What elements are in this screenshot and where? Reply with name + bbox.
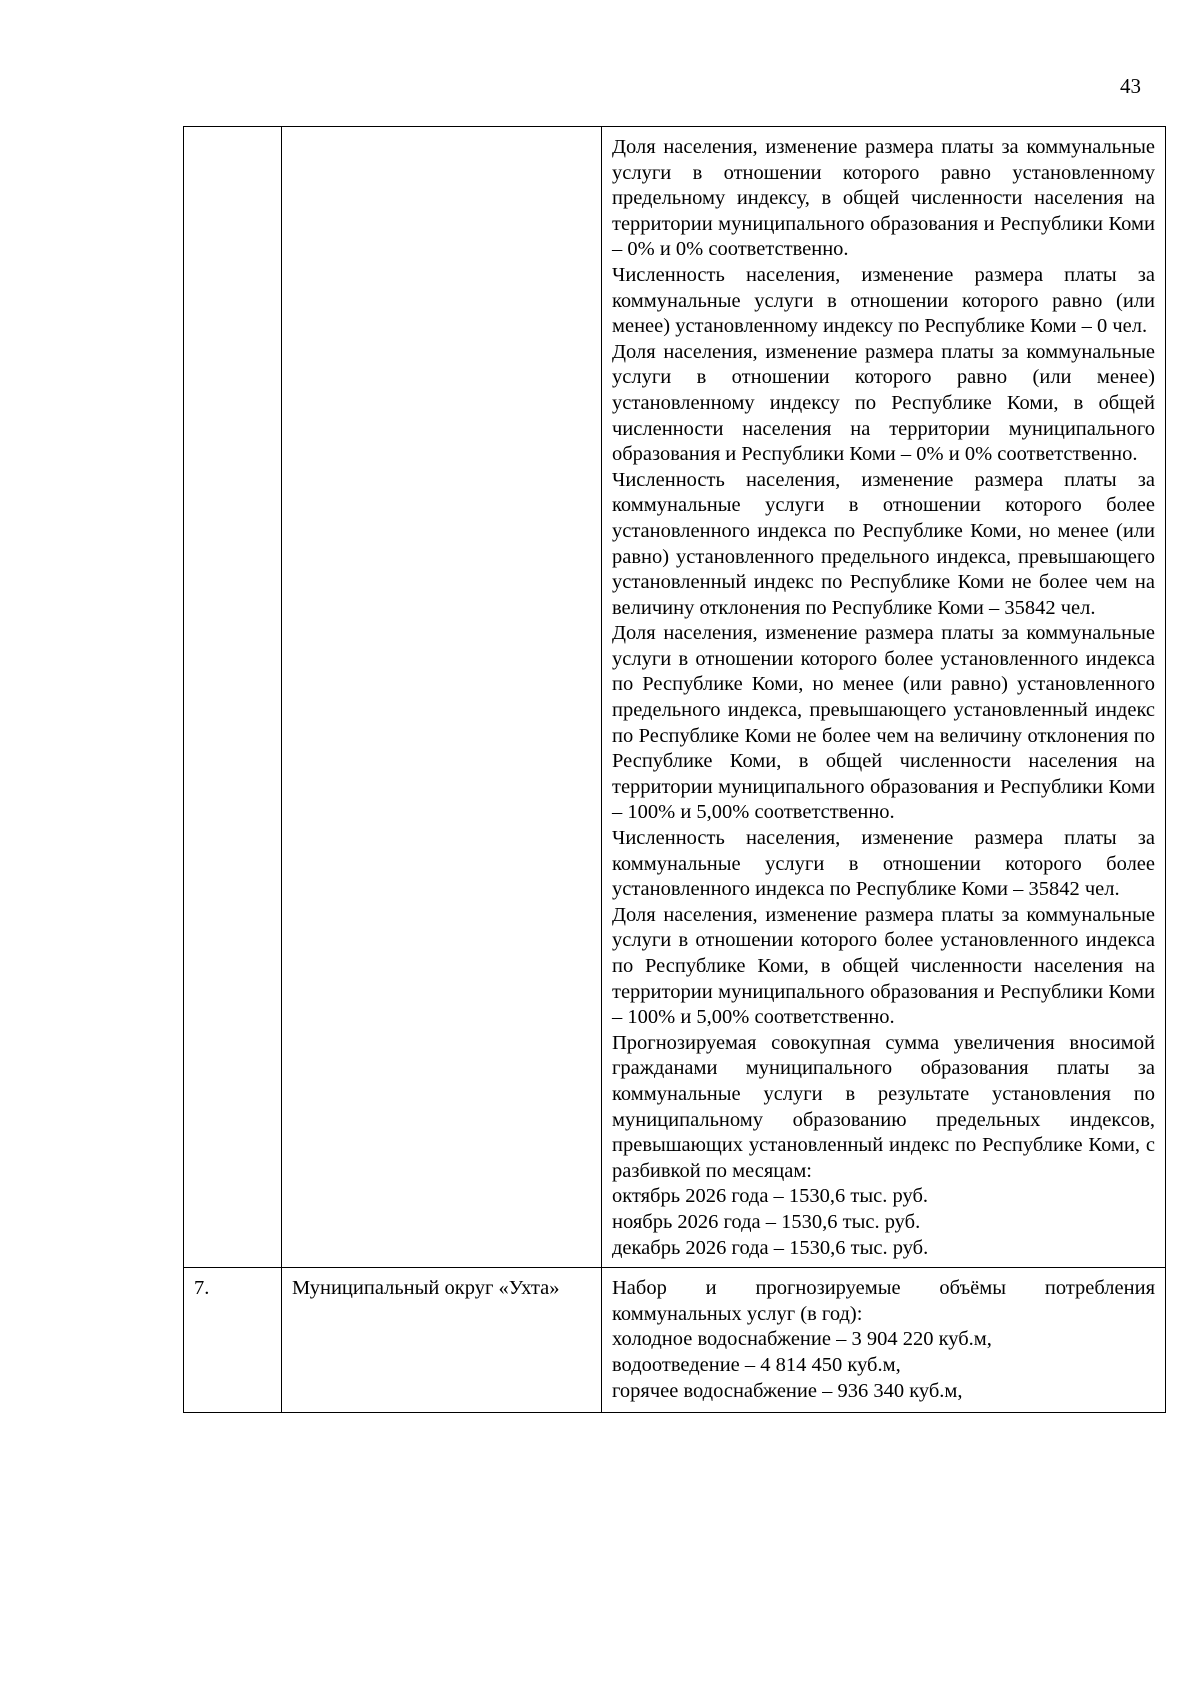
indices-table (183, 126, 1166, 1413)
monthly-amount: октябрь 2026 года – 1530,6 тыс. руб. (612, 1185, 929, 1208)
municipality-cell (282, 127, 602, 1268)
paragraph: Доля населения, изменение размера платы за коммунальные услуги в отношении которого равно установленному предельному индексу, в общей численности населения на территории муниципального образования и Республики Коми – 0% и 0% соответственно. (612, 136, 1155, 261)
paragraph: Численность населения, изменение размера платы за коммунальные услуги в отношении которого более установленного индекса по Республике Коми, но менее (или равно) установленного предельного индекса, превышающего установленный индекс по Республике Коми не более чем на величину отклонения по Республике Коми – 35842 чел. (612, 468, 1155, 619)
row-number-cell: 7. (184, 1268, 282, 1413)
table-row (184, 1268, 1166, 1413)
municipality-cell: Муниципальный округ «Ухта» (282, 1268, 602, 1413)
consumption-line: горячее водоснабжение – 936 340 куб.м, (612, 1379, 963, 1402)
paragraph: Набор и прогнозируемые объёмы потребления коммунальных услуг (в год): (612, 1277, 1155, 1325)
monthly-amount: декабрь 2026 года – 1530,6 тыс. руб. (612, 1236, 929, 1259)
consumption-line: водоотведение – 4 814 450 куб.м, (612, 1353, 901, 1376)
details-cell (602, 1268, 1166, 1413)
paragraph: Численность населения, изменение размера платы за коммунальные услуги в отношении которого более установленного индекса по Республике Коми – 35842 чел. (612, 827, 1155, 901)
monthly-amount: ноябрь 2026 года – 1530,6 тыс. руб. (612, 1210, 921, 1233)
paragraph: Численность населения, изменение размера платы за коммунальные услуги в отношении которого равно (или менее) установленному индексу по Республике Коми – 0 чел. (612, 263, 1155, 338)
table-row (184, 127, 1166, 1268)
paragraph: Доля населения, изменение размера платы за коммунальные услуги в отношении которого более установленного индекса по Республике Коми, но менее (или равно) установленного предельного индекса, превышающего установленный индекс по Республике Коми не более чем на величину отклонения по Республике Коми, в общей численности населения на территории муниципального образования и Республики Коми – 100% и 5,00% соответственно. (612, 622, 1155, 824)
details-cell (602, 127, 1166, 1268)
paragraph: Доля населения, изменение размера платы за коммунальные услуги в отношении которого более установленного индекса по Республике Коми, в общей численности населения на территории муниципального образования и Республики Коми – 100% и 5,00% соответственно. (612, 903, 1155, 1029)
page-number: 43 (1120, 74, 1141, 98)
row-number-cell (184, 127, 282, 1268)
consumption-line: холодное водоснабжение – 3 904 220 куб.м, (612, 1328, 992, 1351)
paragraph: Доля населения, изменение размера платы за коммунальные услуги в отношении которого равно (или менее) установленному индексу по Республике Коми, в общей численности населения на территории муниципального образования и Республики Коми – 0% и 0% соответственно. (612, 340, 1155, 466)
paragraph: Прогнозируемая совокупная сумма увеличения вносимой гражданами муниципального образования платы за коммунальные услуги в результате установления по муниципальному образованию предельных индексов, превышающих установленный индекс по Республике Коми, с разбивкой по месяцам: (612, 1031, 1155, 1182)
